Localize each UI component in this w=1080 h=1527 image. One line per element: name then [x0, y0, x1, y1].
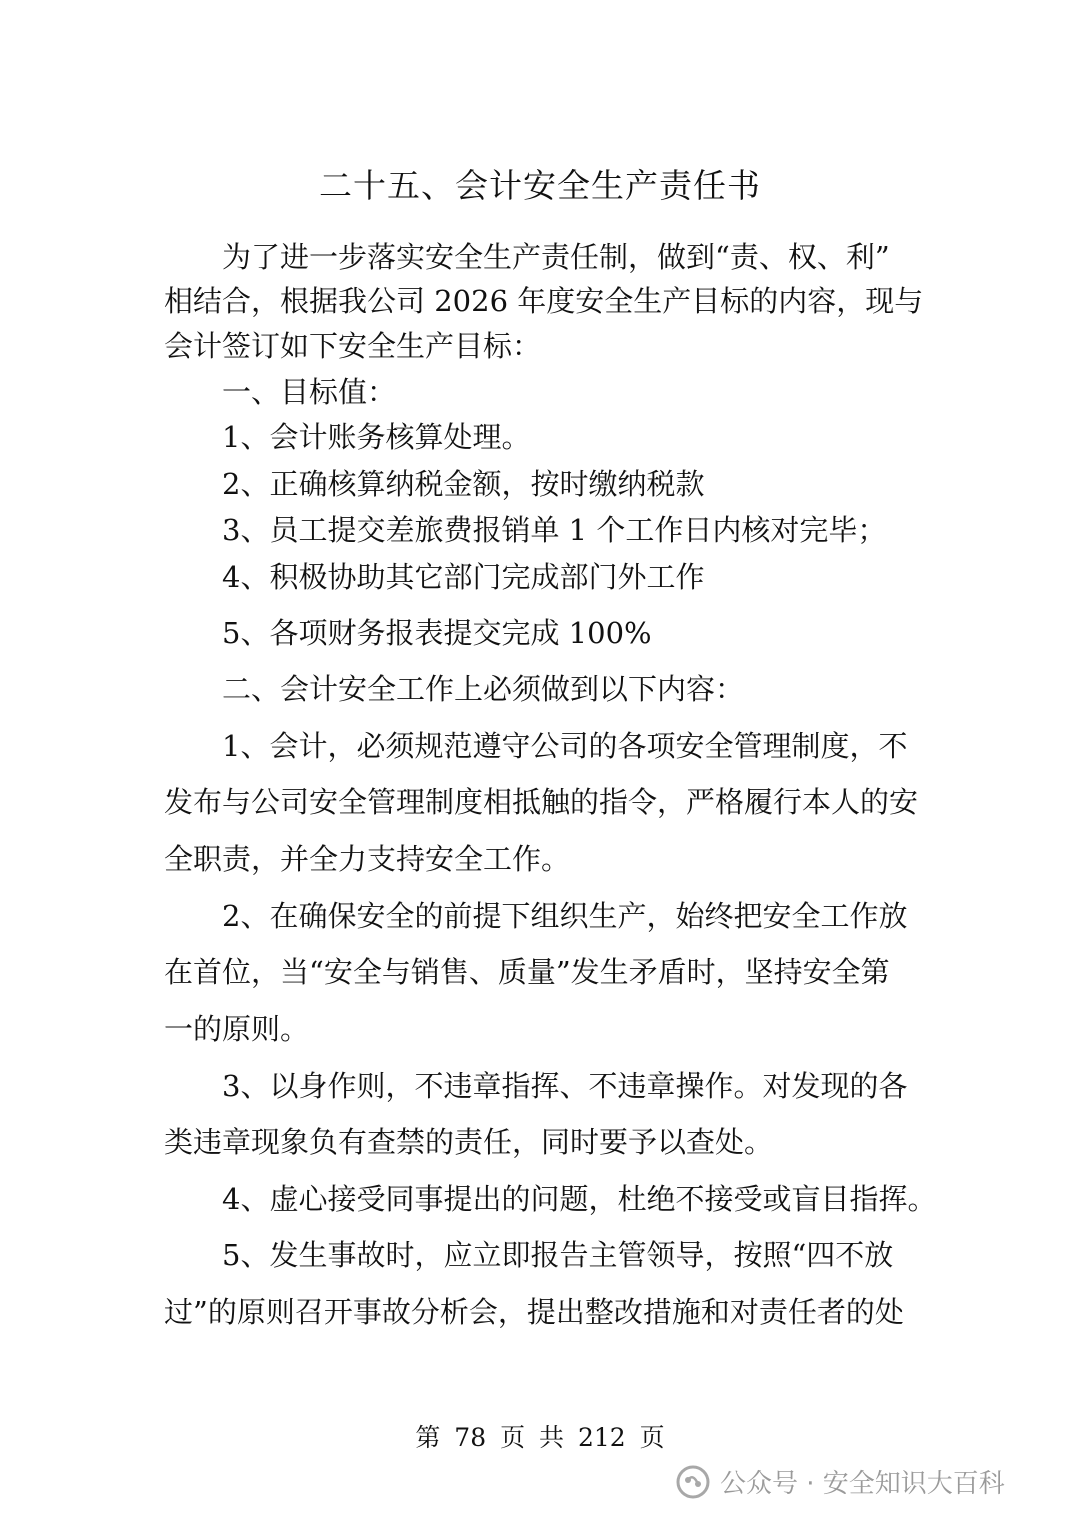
body-line-5: 1、会计账务核算处理。: [222, 420, 531, 454]
body-line-6: 2、正确核算纳税金额，按时缴纳税款: [222, 467, 705, 501]
body-line-13: 全职责，并全力支持安全工作。: [164, 842, 571, 876]
body-line-17: 3、以身作则，不违章指挥、不违章操作。对发现的各: [222, 1069, 908, 1103]
body-line-3: 会计签订如下安全生产目标：: [164, 329, 542, 363]
body-line-20: 5、发生事故时，应立即报告主管领导，按照“四不放: [222, 1238, 894, 1272]
page-footer: 第 78 页 共 212 页: [415, 1423, 665, 1452]
body-line-4: 一、目标值：: [222, 375, 397, 409]
body-line-12: 发布与公司安全管理制度相抵触的指令，严格履行本人的安: [164, 785, 919, 819]
body-line-9: 5、各项财务报表提交完成 100%: [222, 616, 652, 650]
body-line-7: 3、员工提交差旅费报销单 1 个工作日内核对完毕；: [222, 513, 887, 547]
body-line-14: 2、在确保安全的前提下组织生产，始终把安全工作放: [222, 899, 908, 933]
body-line-15: 在首位，当“安全与销售、质量”发生矛盾时，坚持安全第: [164, 955, 890, 989]
body-line-10: 二、会计安全工作上必须做到以下内容：: [222, 672, 745, 706]
document-title: 二十五、会计安全生产责任书: [319, 166, 761, 205]
body-line-1: 为了进一步落实安全生产责任制，做到“责、权、利”: [222, 240, 890, 274]
body-line-21: 过”的原则召开事故分析会，提出整改措施和对责任者的处: [164, 1295, 904, 1329]
body-line-16: 一的原则。: [164, 1012, 310, 1046]
body-line-2: 相结合，根据我公司 2026 年度安全生产目标的内容，现与: [164, 284, 924, 318]
body-line-18: 类违章现象负有查禁的责任，同时要予以查处。: [164, 1125, 774, 1159]
body-line-11: 1、会计，必须规范遵守公司的各项安全管理制度，不: [222, 729, 908, 763]
wechat-official-account-icon: [676, 1465, 710, 1499]
watermark: [676, 1463, 1005, 1500]
body-line-19: 4、虚心接受同事提出的问题，杜绝不接受或盲目指挥。: [222, 1182, 937, 1216]
body-line-8: 4、积极协助其它部门完成部门外工作: [222, 560, 705, 594]
watermark-text: 公众号 · 安全知识大百科: [720, 1469, 1005, 1499]
